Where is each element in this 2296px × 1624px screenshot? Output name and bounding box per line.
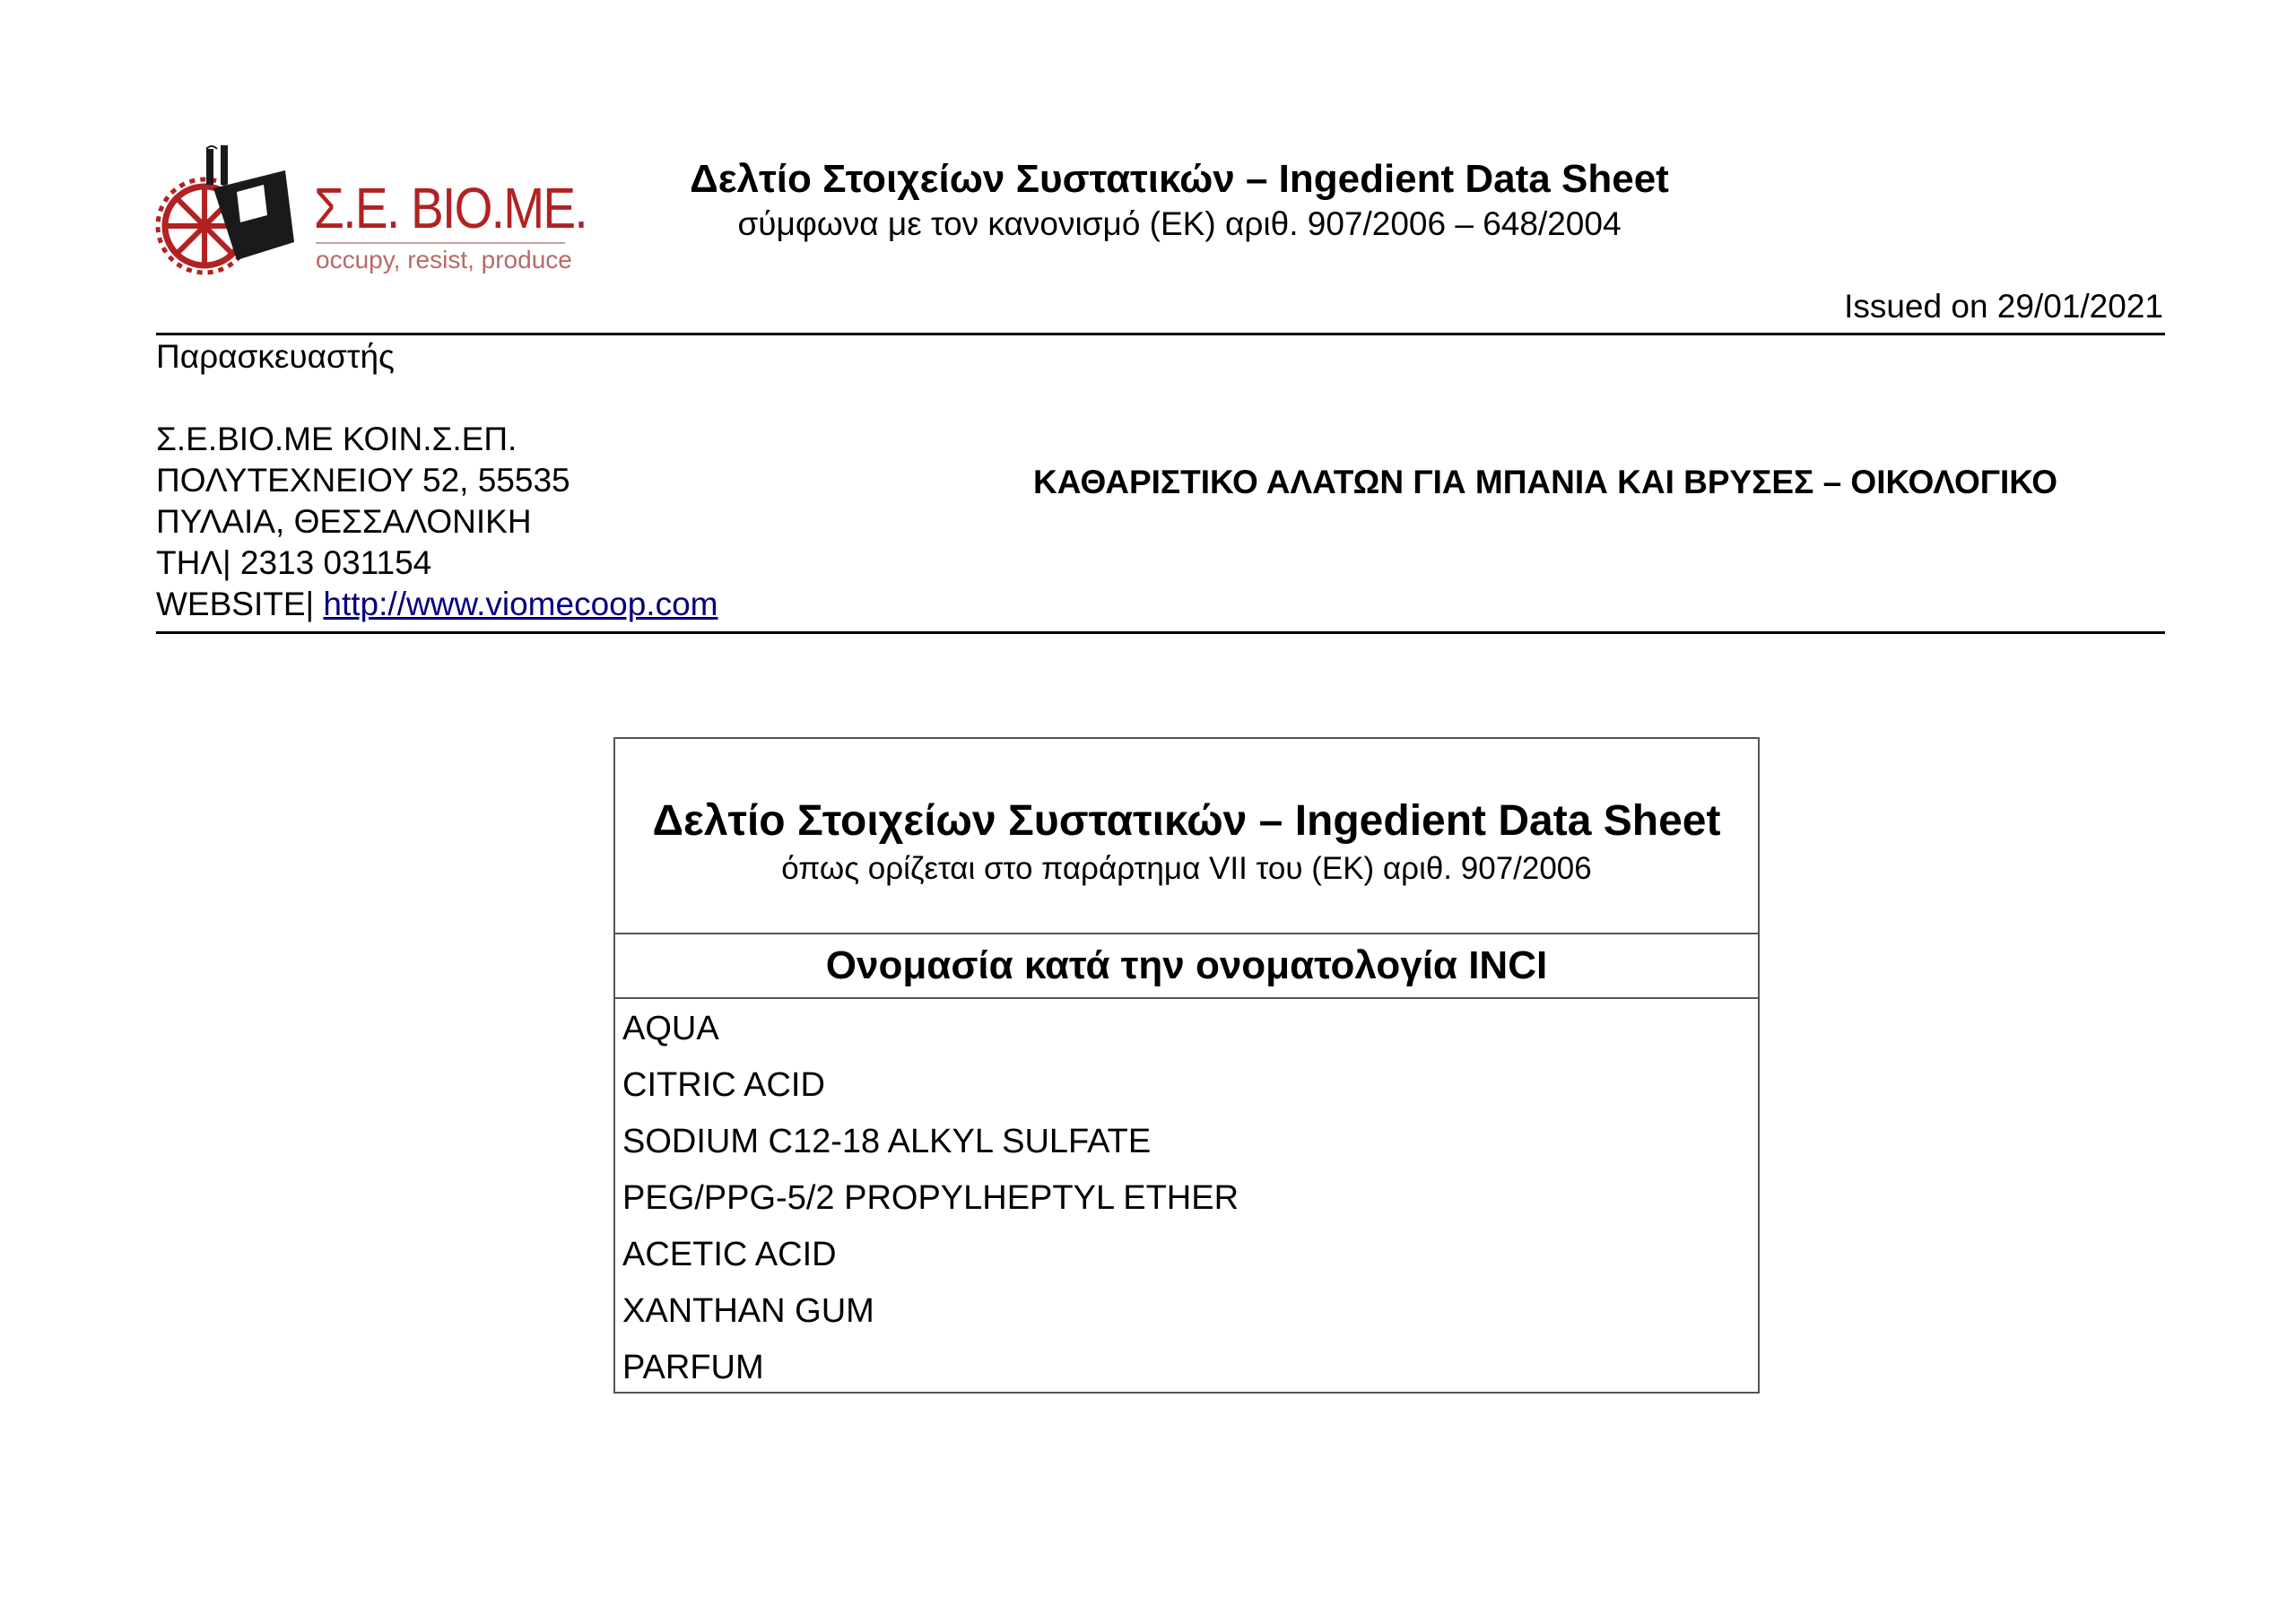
logo-wordmark: Σ.Ε. ΒΙΟ.ΜΕ. bbox=[314, 176, 587, 240]
logo-tagline: occupy, resist, produce bbox=[316, 246, 572, 274]
website-link[interactable]: http://www.viomecoop.com bbox=[323, 586, 718, 622]
manufacturer-divider bbox=[156, 631, 2165, 634]
product-name: ΚΑΘΑΡΙΣΤΙΚΟ ΑΛΑΤΩΝ ΓΙΑ ΜΠΑΝΙΑ ΚΑΙ ΒΡΥΣΕΣ – ΟΙΚΟΛΟΓΙΚΟ bbox=[1033, 464, 2058, 500]
table-title: Δελτίο Στοιχείων Συστατικών – Ingedient Data Sheet bbox=[652, 797, 1721, 845]
ingredient-row: PARFUM bbox=[622, 1349, 764, 1386]
inci-column-header: Ονομασία κατά την ονοματολογία INCI bbox=[615, 934, 1758, 999]
company-name: Σ.Ε.ΒΙΟ.ΜΕ ΚΟΙΝ.Σ.ΕΠ. bbox=[156, 421, 517, 457]
ingredient-row: SODIUM C12-18 ALKYL SULFATE bbox=[622, 1123, 1152, 1160]
ingredient-row: XANTHAN GUM bbox=[622, 1292, 874, 1330]
ingredient-list bbox=[615, 1001, 1758, 1396]
ingredient-row: CITRIC ACID bbox=[622, 1066, 825, 1104]
address-line-1: ΠΟΛΥΤΕΧΝΕΙΟΥ 52, 55535 bbox=[156, 462, 570, 499]
ingredient-table bbox=[613, 737, 1760, 1394]
header-divider bbox=[156, 333, 2165, 335]
ingredient-row: PEG/PPG-5/2 PROPYLHEPTYL ETHER bbox=[622, 1179, 1239, 1217]
ingredient-row: AQUA bbox=[622, 1010, 719, 1047]
ingredient-row: ACETIC ACID bbox=[622, 1236, 837, 1273]
table-header-block bbox=[615, 739, 1758, 934]
issue-date: Issued on 29/01/2021 bbox=[1844, 288, 2163, 325]
table-subtitle: όπως ορίζεται στο παράρτημα VII του (ΕΚ) αριθ. 907/2006 bbox=[781, 851, 1592, 886]
manufacturer-label: Παρασκευαστής bbox=[156, 338, 395, 375]
address-line-2: ΠΥΛΑΙΑ, ΘΕΣΣΑΛΟΝΙΚΗ bbox=[156, 503, 532, 540]
document-subtitle: σύμφωνα με τον κανονισμό (ΕΚ) αριθ. 907/2006 – 648/2004 bbox=[737, 205, 1622, 242]
document-title: Δελτίο Στοιχείων Συστατικών – Ingedient Data Sheet bbox=[690, 157, 1669, 201]
website-line bbox=[156, 586, 718, 623]
phone-number: ΤΗΛ| 2313 031154 bbox=[156, 544, 432, 581]
website-label: WEBSITE| bbox=[156, 586, 324, 622]
